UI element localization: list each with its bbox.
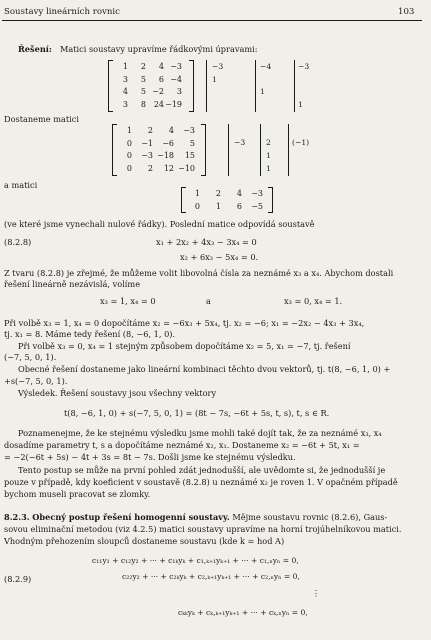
equation-8-2-8-line-1: x₁ + 2x₂ + 4x₃ − 3x₄ = 0 <box>156 237 257 247</box>
matrix-3-cell: −3 <box>251 189 263 198</box>
section-lead: Mějme soustavu rovnic (8.2.6), Gaus- <box>232 512 388 522</box>
matrix-1-op-cell: −4 <box>260 62 272 71</box>
matrix-1-cell: 3 <box>176 87 182 96</box>
paragraph-8-line-2: pouze v případě, kdy koeficient v soustavě (8.2.8) u neznámé x₂ je roven 1. V opačném případě <box>4 477 398 487</box>
matrix-2-op-line-2 <box>260 124 261 176</box>
paragraph-7-line-2: dosadíme parametry t, s a dopočítáme neznámé x₂, x₁. Dostaneme x₂ = −6t + 5t, x₁ = <box>4 440 360 450</box>
text-a-matici: a matici <box>4 180 38 190</box>
paragraph-5-line-2: +s(−7, 5, 0, 1). <box>4 376 68 386</box>
matrix-1-cell: 2 <box>140 62 146 71</box>
matrix-1-cell: 3 <box>122 99 128 109</box>
paragraph-7-line-3: = −2(−6t + 5s) − 4t + 3s = 8t − 7s. Došli jsme ke stejnému výsledku. <box>4 452 296 462</box>
equation-8-2-8-line-2: x₂ + 6x₃ − 5x₄ = 0. <box>180 252 259 262</box>
paragraph-8-line-3: bychom museli pracovat se zlomky. <box>4 489 151 499</box>
paragraph-3-line-1: Při volbě x₃ = 1, x₄ = 0 dopočítáme x₂ = −6x₃ + 5x₄, tj. x₂ = −6; x₁ = −2x₂ − 4x₃ + 3x₄, <box>4 318 365 328</box>
matrix-2-cell: −1 <box>141 138 153 148</box>
equation-number-8-2-8: (8.2.8) <box>4 237 32 247</box>
paragraph-9-line-1: sovou eliminační metodou (viz 4.2.5) matici soustavy upravíme na horní trojúhelníkovou matici. <box>4 524 402 534</box>
paragraph-5-line-1: Obecné řešení dostaneme jako lineární kombinaci těchto dvou vektorů, tj. t(8, −6, 1, 0) + <box>18 364 391 374</box>
matrix-1-cell: 24 <box>153 99 164 109</box>
equation-8-2-9-line-2: c₂₂y₂ + ··· + c₂ₖyₖ + c₂,ₖ₊₁yₖ₊₁ + ··· + c₂,ₙyₙ = 0, <box>122 572 300 581</box>
matrix-1-op-cell: 1 <box>298 99 303 109</box>
paragraph-6: Výsledek. Řešení soustavy jsou všechny vektory <box>18 388 217 398</box>
matrix-2-cell: 4 <box>168 126 174 135</box>
matrix-2-cell: 2 <box>147 163 153 173</box>
section-title: Obecný postup řešení homogenní soustavy. <box>32 512 230 522</box>
matrix-2-op-line-3 <box>288 124 289 176</box>
equation-result: t(8, −6, 1, 0) + s(−7, 5, 0, 1) = (8t − 7s, −6t + 5s, t, s), t, s ∈ R. <box>64 408 330 418</box>
section-heading <box>4 512 387 523</box>
matrix-3-cell: 2 <box>215 189 221 198</box>
matrix-2-cell: 2 <box>147 126 153 135</box>
matrix-1-op-cell: −3 <box>212 62 224 71</box>
matrix-1-cell: 4 <box>122 87 128 96</box>
matrix-3-cell: −5 <box>251 201 263 211</box>
text-dostaneme-matici: Dostaneme matici <box>4 114 79 124</box>
matrix-1-cell: −4 <box>170 74 182 84</box>
choice-and: a <box>206 296 211 306</box>
matrix-1-cell: 4 <box>158 62 164 71</box>
page-number: 103 <box>398 7 415 17</box>
paragraph-4-line-2: (−7, 5, 0, 1). <box>4 352 57 362</box>
matrix-2-cell: −10 <box>178 163 195 173</box>
matrix-2-cell: 5 <box>189 138 195 148</box>
paragraph-1: (ve které jsme vynechali nulové řádky). Poslední matice odpovídá soustavě <box>4 219 315 229</box>
matrix-2-cell: 1 <box>126 126 132 135</box>
paragraph-4-line-1: Při volbě x₃ = 0, x₄ = 1 stejným způsobem dopočítáme x₂ = 5, x₁ = −7, tj. řešení <box>18 341 351 351</box>
matrix-3-cell: 6 <box>236 201 242 211</box>
equation-8-2-9-vdots: ⋮ <box>312 588 321 598</box>
matrix-2-op-a: −3 <box>234 138 246 147</box>
section-number: 8.2.3. <box>4 512 30 522</box>
matrix-3-cell: 4 <box>236 189 242 198</box>
paragraph-2-line-2: řešení lineárně nezávislá, volíme <box>4 279 141 289</box>
matrix-2-cell: −3 <box>183 126 195 135</box>
header-rule <box>2 20 422 21</box>
matrix-1-cell: 8 <box>140 99 146 109</box>
choice-2: x₃ = 0, x₄ = 1. <box>284 296 343 306</box>
matrix-2-op-c: (−1) <box>292 138 310 147</box>
equation-8-2-9-line-1: c₁₁y₁ + c₁₂y₂ + ··· + c₁ₖyₖ + c₁,ₖ₊₁yₖ₊₁ + ··· + c₁,ₙyₙ = 0, <box>92 556 299 565</box>
matrix-1-cell: 5 <box>140 87 146 96</box>
matrix-1-cell: −19 <box>165 99 182 109</box>
matrix-1-cell: −2 <box>152 87 164 96</box>
matrix-3-cell: 0 <box>194 201 200 211</box>
choice-1: x₃ = 1, x₄ = 0 <box>100 296 156 306</box>
matrix-2-cell: 0 <box>126 138 132 148</box>
equation-number-8-2-9: (8.2.9) <box>4 574 32 584</box>
equation-8-2-9-line-k: cₖₖyₖ + cₖ,ₖ₊₁yₖ₊₁ + ··· + cₖ,ₙyₙ = 0, <box>178 608 308 617</box>
matrix-1-op-cell: 1 <box>260 87 265 96</box>
paragraph-8-line-1: Tento postup se může na první pohled zdát jednodušší, ale uvědomte si, že jednodušší je <box>18 465 386 475</box>
paragraph-2-line-1: Z tvaru (8.2.8) je zřejmé, že můžeme volit libovolná čísla za neznámé x₃ a x₄. Abychom dostali <box>4 268 394 278</box>
matrix-2-cell: 0 <box>126 163 132 173</box>
matrix-1-op-line-2 <box>255 60 256 112</box>
matrix-2-op-d: 1 <box>266 151 271 160</box>
matrix-1-cell: 3 <box>122 74 128 84</box>
matrix-2-cell: −18 <box>157 151 174 160</box>
matrix-3-cell: 1 <box>215 201 221 211</box>
matrix-3-cell: 1 <box>194 189 200 198</box>
matrix-2-op-e: 1 <box>266 164 271 173</box>
matrix-1-cell: −3 <box>170 62 182 71</box>
matrix-1-op-cell: 1 <box>212 74 217 84</box>
paragraph-9-line-2: Vhodným přehozením sloupců dostaneme soustavu (kde k = hod A) <box>4 536 285 546</box>
matrix-2-op-b: 2 <box>266 138 271 147</box>
matrix-1-op-cell: −3 <box>298 62 310 71</box>
paragraph-3-line-2: tj. x₁ = 8. Máme tedy řešení (8, −6, 1, 0). <box>4 329 176 339</box>
matrix-1-cell: 6 <box>158 74 164 84</box>
solution-intro: Matici soustavy upravíme řádkovými úpravami: <box>60 44 258 54</box>
matrix-1-op-line-3 <box>294 60 295 112</box>
running-header-title: Soustavy lineárních rovnic <box>4 7 120 17</box>
matrix-2-cell: −6 <box>162 138 174 148</box>
matrix-2-cell: 15 <box>184 151 195 160</box>
matrix-2-op-line-1 <box>228 124 229 176</box>
matrix-1-cell: 1 <box>122 62 128 71</box>
paragraph-7-line-1: Poznamenejme, že ke stejnému výsledku jsme mohli také dojít tak, že za neznámé x₃, x₄ <box>18 428 382 438</box>
matrix-2-cell: −3 <box>141 151 153 160</box>
solution-label: Řešení: <box>18 44 52 54</box>
matrix-1-cell: 5 <box>140 74 146 84</box>
matrix-2-cell: 12 <box>163 163 174 173</box>
matrix-1-op-line-1 <box>206 60 207 112</box>
matrix-2-cell: 0 <box>126 151 132 160</box>
